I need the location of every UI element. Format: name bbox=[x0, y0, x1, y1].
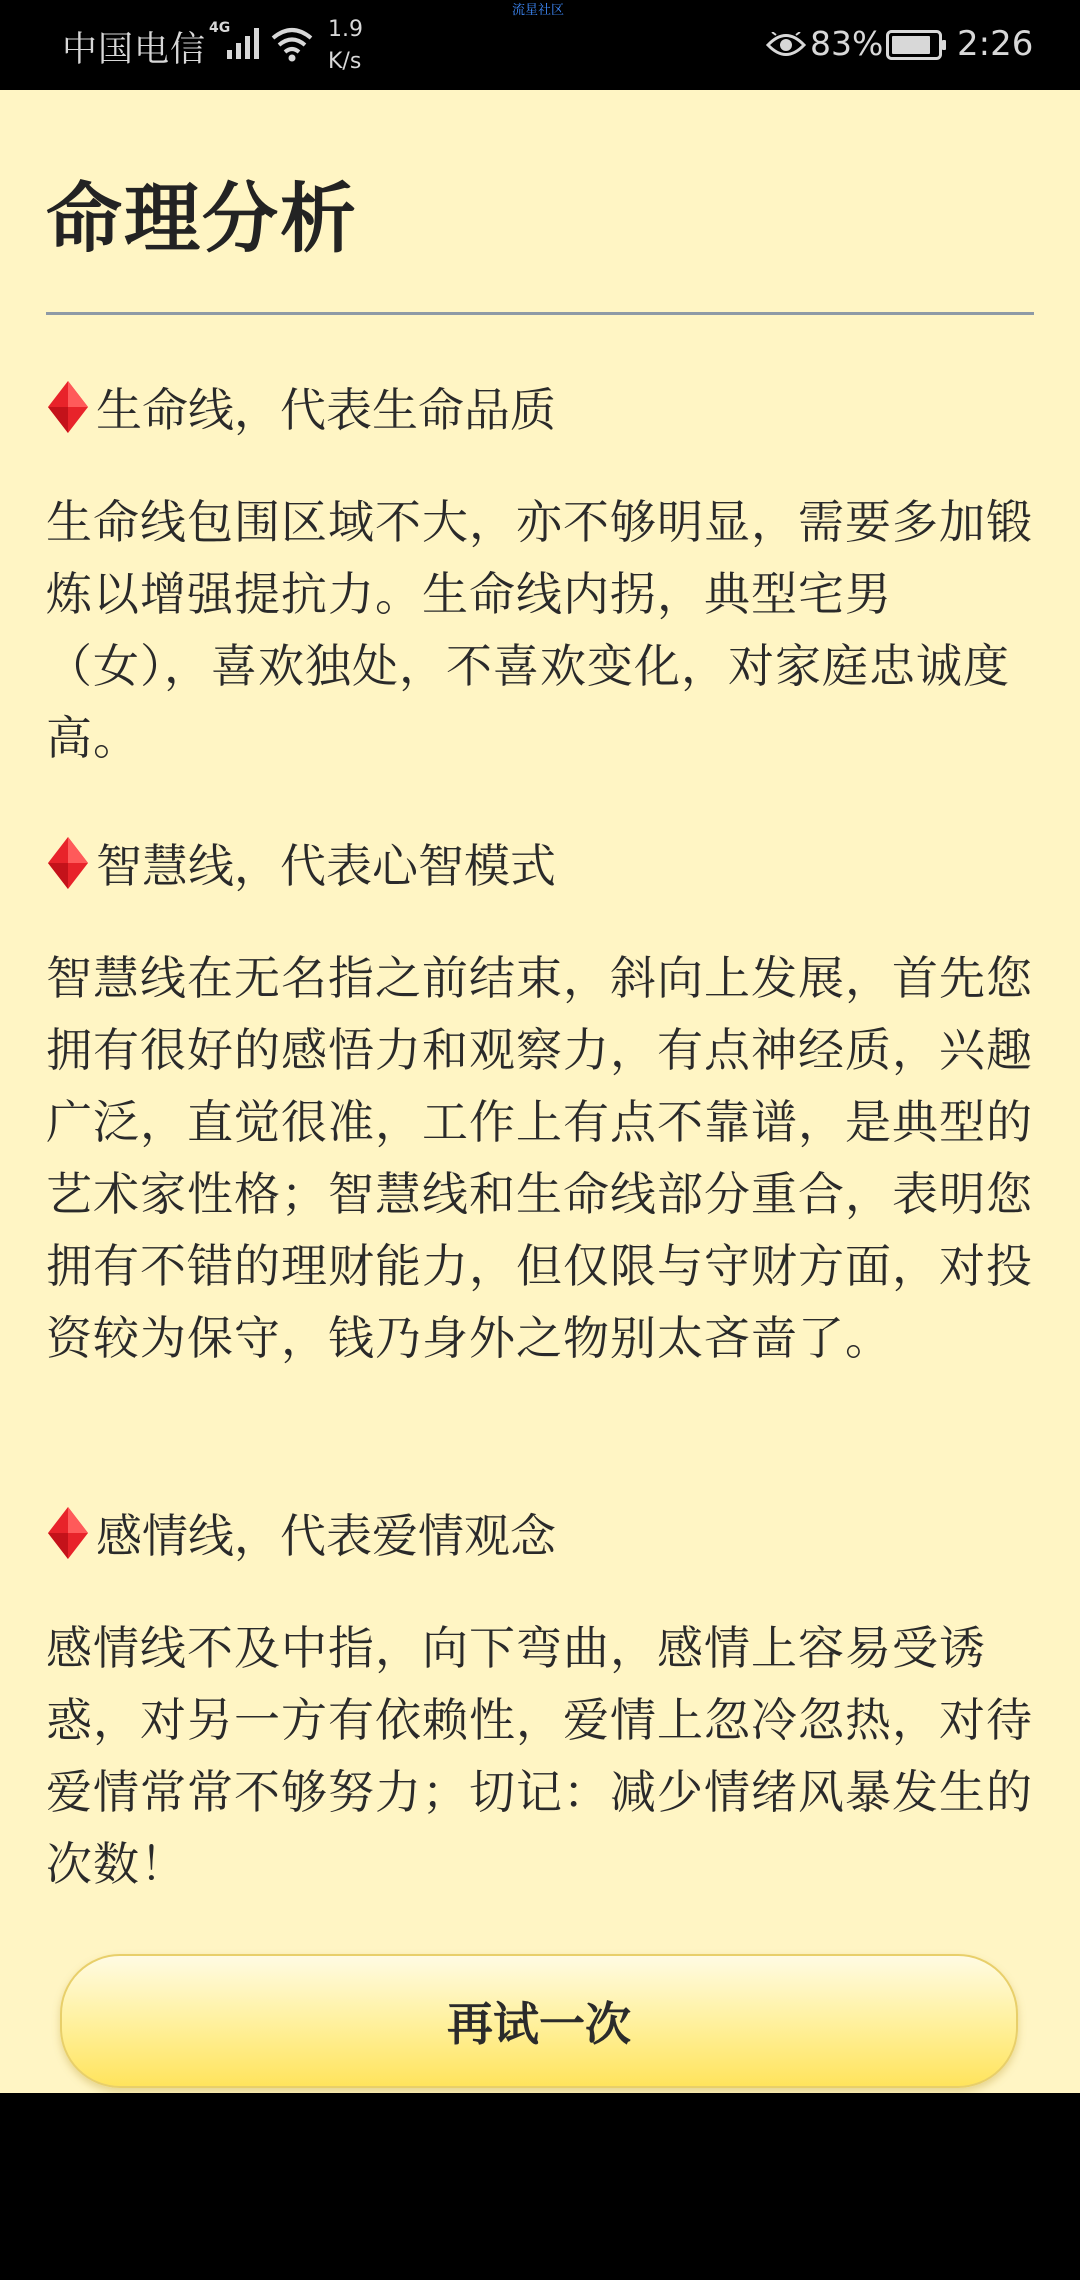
section-heading-text: 生命线，代表生命品质 bbox=[96, 383, 556, 437]
section-love-line bbox=[46, 1498, 1036, 1900]
red-diamond-icon bbox=[46, 835, 90, 891]
retry-button[interactable]: 再试一次 bbox=[60, 1954, 1018, 2088]
title-divider bbox=[46, 312, 1034, 315]
wifi-icon bbox=[270, 26, 314, 62]
signal-icon bbox=[226, 26, 264, 60]
analysis-content[interactable] bbox=[0, 90, 1080, 2093]
red-diamond-icon bbox=[46, 1505, 90, 1561]
red-diamond-icon bbox=[46, 379, 90, 435]
network-type: 4G bbox=[209, 20, 231, 36]
battery-icon bbox=[886, 30, 948, 60]
section-heading bbox=[46, 1498, 1036, 1568]
section-heading bbox=[46, 828, 1036, 898]
page-title: 命理分析 bbox=[46, 174, 358, 263]
section-body-text: 感情线不及中指，向下弯曲，感情上容易受诱惑，对另一方有依赖性，爱情上忽冷忽热，对待爱情常常不够努力；切记：减少情绪风暴发生的次数！ bbox=[46, 1621, 1033, 1891]
network-speed bbox=[328, 14, 372, 78]
network-speed-unit: K/s bbox=[328, 49, 362, 74]
section-body-text: 生命线包围区域不大，亦不够明显，需要多加锻炼以增强提抗力。生命线内拐，典型宅男（女），喜欢独处，不喜欢变化，对家庭忠诚度高。 bbox=[46, 495, 1033, 765]
watermark-text: 流星社区 bbox=[512, 3, 565, 18]
status-bar bbox=[0, 0, 1080, 90]
section-heading bbox=[46, 372, 1036, 442]
section-heading-text: 感情线，代表爱情观念 bbox=[96, 1509, 556, 1563]
battery-percent: 83% bbox=[810, 24, 884, 63]
carrier-name: 中国电信 bbox=[62, 30, 207, 70]
section-heading-text: 智慧线，代表心智模式 bbox=[96, 839, 556, 893]
clock: 2:26 bbox=[957, 24, 1034, 64]
section-body-text: 智慧线在无名指之前结束，斜向上发展，首先您拥有很好的感悟力和观察力，有点神经质，兴趣广泛，直觉很准，工作上有点不靠谱，是典型的艺术家性格；智慧线和生命线部分重合，表明您拥有不错的理财能力，但仅限与守财方面，对投资较为保守，钱乃身外之物别太吝啬了。 bbox=[46, 951, 1033, 1365]
section-wisdom-line bbox=[46, 828, 1036, 1374]
network-speed-value: 1.9 bbox=[328, 17, 363, 42]
eye-comfort-icon bbox=[766, 32, 806, 58]
section-life-line bbox=[46, 372, 1036, 774]
